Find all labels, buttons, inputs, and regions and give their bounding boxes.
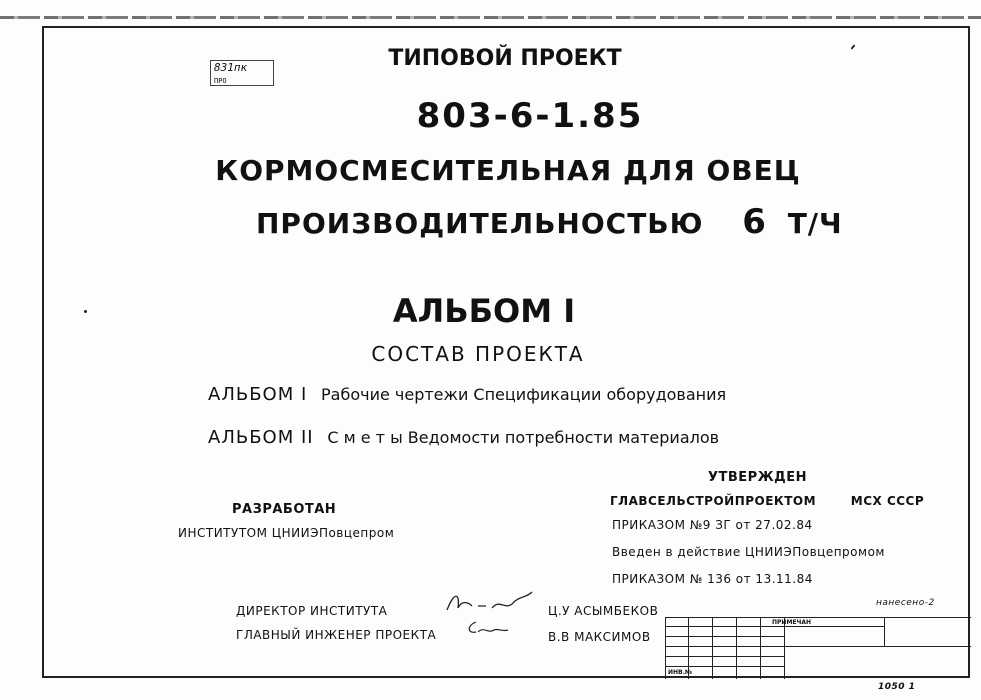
capacity-unit: Т/Ч [787, 207, 843, 240]
approved-order1: ПРИКАЗОМ №9 ЗГ от 27.02.84 [612, 518, 813, 532]
title-line2-text: ПРОИЗВОДИТЕЛЬНОСТЬЮ [256, 207, 704, 240]
title-block-inv: ИНВ.№ [668, 669, 693, 676]
signature-role-director: ДИРЕКТОР ИНСТИТУТА [236, 604, 388, 618]
album-item-1-name: АЛЬБОМ I [208, 384, 308, 405]
album-item-1 [208, 384, 726, 405]
director-signature [444, 588, 539, 618]
title-block-header: ПРИМЕЧАН [772, 619, 812, 626]
approved-ministry: МСХ СССР [850, 494, 925, 508]
typical-project-label: ТИПОВОЙ ПРОЕКТ [388, 46, 622, 71]
corner-note: нанесено-2 [876, 598, 935, 608]
approved-org: ГЛАВСЕЛЬСТРОЙПРОЕКТОМ [610, 494, 817, 508]
capacity-value: 6 [742, 202, 767, 242]
chief-engineer-signature [462, 618, 522, 642]
stamp-label: ПРО [214, 77, 227, 85]
signature-name-director: Ц.У АСЫМБЕКОВ [548, 604, 659, 618]
project-title-line1: КОРМОСМЕСИТЕЛЬНАЯ ДЛЯ ОВЕЦ [215, 154, 801, 187]
project-title-line2 [256, 202, 843, 242]
album-item-2-content: С м е т ы Ведомости потребности материалов [327, 428, 720, 447]
scan-speck [84, 310, 87, 313]
composition-heading: СОСТАВ ПРОЕКТА [371, 342, 585, 366]
album-item-1-content: Рабочие чертежи Спецификации оборудования [321, 385, 727, 404]
approved-order2: ПРИКАЗОМ № 136 от 13.11.84 [612, 572, 813, 586]
sheet-code: 1050 1 [878, 682, 916, 692]
approved-label: УТВЕРЖДЕН [708, 470, 807, 485]
developed-by: ИНСТИТУТОМ ЦНИИЭПовцепром [178, 526, 395, 540]
archive-stamp [210, 60, 274, 86]
album-item-2-name: АЛЬБОМ II [208, 427, 314, 448]
introduced-line: Введен в действие ЦНИИЭПовцепромом [612, 545, 885, 559]
signature-name-chief-engineer: В.В МАКСИМОВ [548, 630, 651, 644]
project-number: 803-6-1.85 [416, 96, 644, 136]
developed-label: РАЗРАБОТАН [232, 502, 337, 517]
title-block [665, 617, 971, 679]
top-scan-edge [0, 16, 981, 19]
stamp-handwritten: 831пк [214, 61, 248, 74]
album-item-2 [208, 427, 719, 448]
approved-org-line [610, 494, 924, 508]
signature-role-chief-engineer: ГЛАВНЫЙ ИНЖЕНЕР ПРОЕКТА [236, 628, 437, 642]
album-title: АЛЬБОМ I [392, 292, 576, 330]
